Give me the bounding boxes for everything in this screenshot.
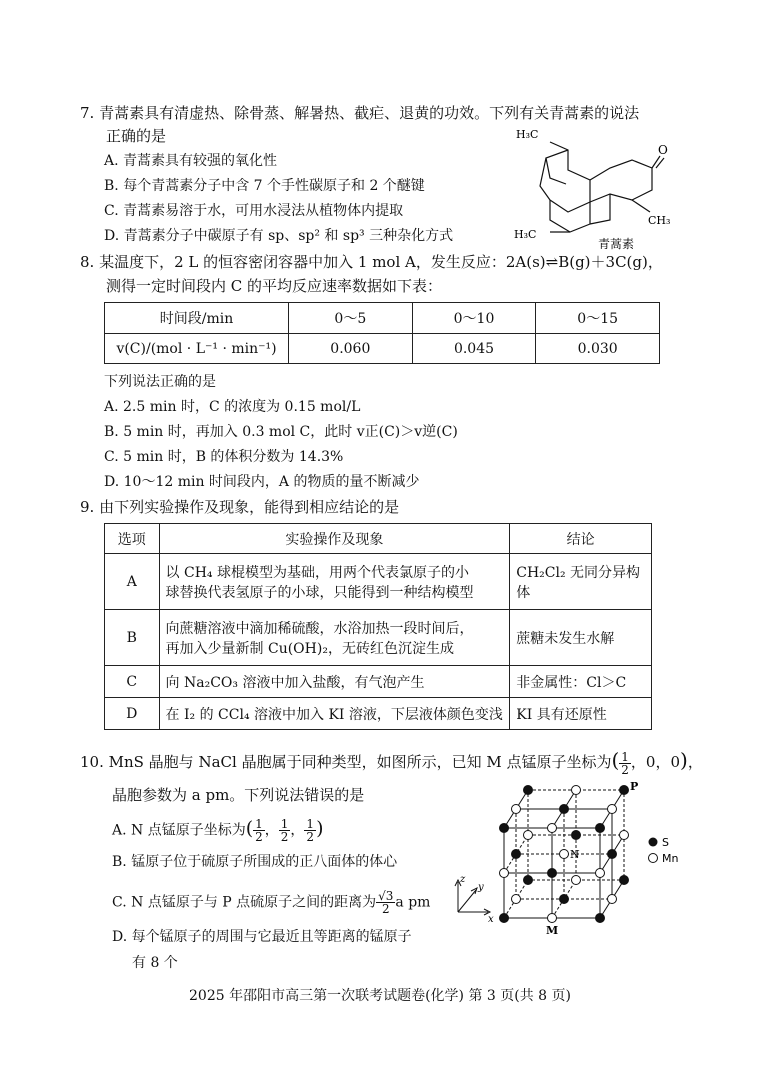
q9-row-c-operation: 向 Na₂CO₃ 溶液中加入盐酸，有气泡产生 [159,666,510,698]
q7-stem-line2: 正确的是 [106,127,167,145]
q10-option-d-line1: D. 每个锰原子的周围与它最近且等距离的锰原子 [112,929,412,945]
q9-row-a-option: A [105,554,160,610]
q9-row-b-option: B [105,610,160,666]
q9-row-b-conclusion: 蔗糖未发生水解 [510,610,652,666]
q10-option-d-line2: 有 8 个 [132,955,178,971]
half-fraction: $\frac{1}{2}$ [621,749,629,777]
axis-z-label: z [460,874,466,885]
q9-experiment-table [104,523,652,730]
q9-row-c-conclusion: 非金属性：Cl＞C [510,666,652,698]
q8-table-cell-0-15: 0.030 [536,334,660,364]
legend-mn-marker [649,854,658,863]
q7-option-d: D. 青蒿素分子中碳原子有 sp、sp² 和 sp³ 三种杂化方式 [104,228,454,244]
q10-coordinate-rest: ，0，0 [630,753,681,771]
q9-row-c-option: C [105,666,160,698]
legend-mn-label: Mn [662,852,679,865]
carbonyl-o-label: O [658,143,668,157]
q8-rate-table [104,302,660,364]
axis-x-label: x [488,914,494,925]
q10-stem-line2: 晶胞参数为 a pm。下列说法错误的是 [112,786,365,804]
h3c-top-label: H₃C [516,128,539,141]
q10-stem-text: 10. MnS 晶胞与 NaCl 晶胞属于同种类型，如图所示，已知 M 点锰原子坐标为 [80,753,612,771]
q9-header-operation: 实验操作及现象 [159,524,510,554]
legend-s-marker [649,838,658,847]
legend-s-label: S [662,836,669,849]
q10-option-b: B. 锰原子位于硫原子所围成的正八面体的体心 [112,854,398,870]
ch3-right-label: CH₃ [648,214,671,227]
q9-row-d-conclusion: KI 具有还原性 [510,698,652,730]
q10-stem-line1: 10. MnS 晶胞与 NaCl 晶胞属于同种类型，如图所示，已知 M 点锰原子坐标为( $\frac{1}{2}$ ，0，0)， [80,748,703,777]
q7-option-c: C. 青蒿素易溶于水，可用水浸法从植物体内提取 [104,203,404,219]
q8-option-b: B. 5 min 时，再加入 0.3 mol C，此时 v正(C)＞v逆(C) [104,424,458,440]
mns-unit-cell [448,782,718,942]
q9-row-d-option: D [105,698,160,730]
artemisinin-caption: 青蒿素 [598,237,635,250]
q8-option-c: C. 5 min 时，B 的体积分数为 14.3% [104,449,344,465]
q8-table-cell-0-5: 0.060 [289,334,413,364]
q9-header-conclusion: 结论 [510,524,652,554]
q8-lead: 下列说法正确的是 [104,374,216,390]
point-p-label: P [630,782,639,793]
q8-table-header-0-10: 0～10 [412,303,536,334]
q9-row-d-operation: 在 I₂ 的 CCl₄ 溶液中加入 KI 溶液，下层液体颜色变浅 [159,698,510,730]
q9-row-a-op-line1: 以 CH₄ 球棍模型为基础，用两个代表氯原子的小 [165,564,469,581]
q7-option-b: B. 每个青蒿素分子中含 7 个手性碳原子和 2 个醚键 [104,178,425,194]
q8-table-header-time: 时间段/min [105,303,289,334]
point-m-label: M [546,924,559,937]
q9-row-b-operation [159,610,510,666]
h3c-bottom-label: H₃C [514,228,537,241]
q9-row-b-op-line1: 向蔗糖溶液中滴加稀硫酸，水浴加热一段时间后， [165,620,474,637]
xyz-axes [455,880,490,915]
q7-stem-line1: 7. 青蒿素具有清虚热、除骨蒸、解暑热、截疟、退黄的功效。下列有关青蒿素的说法 [80,104,640,122]
q9-stem: 9. 由下列实验操作及现象，能得到相应结论的是 [80,498,400,516]
q9-row-a-op-line2: 球替换代表氢原子的小球，只能得到一种结构模型 [165,584,474,601]
q10-option-a: A. N 点锰原子坐标为( $\frac{1}{2}$ ， $\frac{1}{2}$ ， $\frac{1}{2}$ ) [112,817,324,844]
q8-stem-line1: 8. 某温度下，2 L 的恒容密闭容器中加入 1 mol A，发生反应：2A(s)⇌B(g)＋3C(g)， [80,253,663,271]
q9-row-a-conclusion: CH₂Cl₂ 无同分异构体 [510,554,652,610]
q9-row-a-operation [159,554,510,610]
q8-option-a: A. 2.5 min 时，C 的浓度为 0.15 mol/L [104,399,361,415]
artemisinin-structure [510,120,690,250]
q8-stem-line2: 测得一定时间段内 C 的平均反应速率数据如下表： [106,277,443,295]
point-n-label: N [570,848,580,861]
q10-option-c: C. N 点锰原子与 P 点硫原子之间的距离为 $\frac{√3}{2}$ a pm [112,889,431,916]
axis-y-label: y [478,882,484,893]
q8-table-row-label: v(C)/(mol · L⁻¹ · min⁻¹) [105,334,289,364]
q8-table-cell-0-10: 0.045 [412,334,536,364]
q8-table-header-0-5: 0～5 [289,303,413,334]
q9-row-b-op-line2: 再加入少量新制 Cu(OH)₂，无砖红色沉淀生成 [165,640,454,657]
q7-option-a: A. 青蒿素具有较强的氧化性 [104,153,278,169]
q8-table-header-0-15: 0～15 [536,303,660,334]
q8-option-d: D. 10～12 min 时间段内，A 的物质的量不断减少 [104,474,420,490]
page-footer: 2025 年邵阳市高三第一次联考试题卷(化学) 第 3 页(共 8 页) [189,988,571,1004]
q9-header-option: 选项 [105,524,160,554]
